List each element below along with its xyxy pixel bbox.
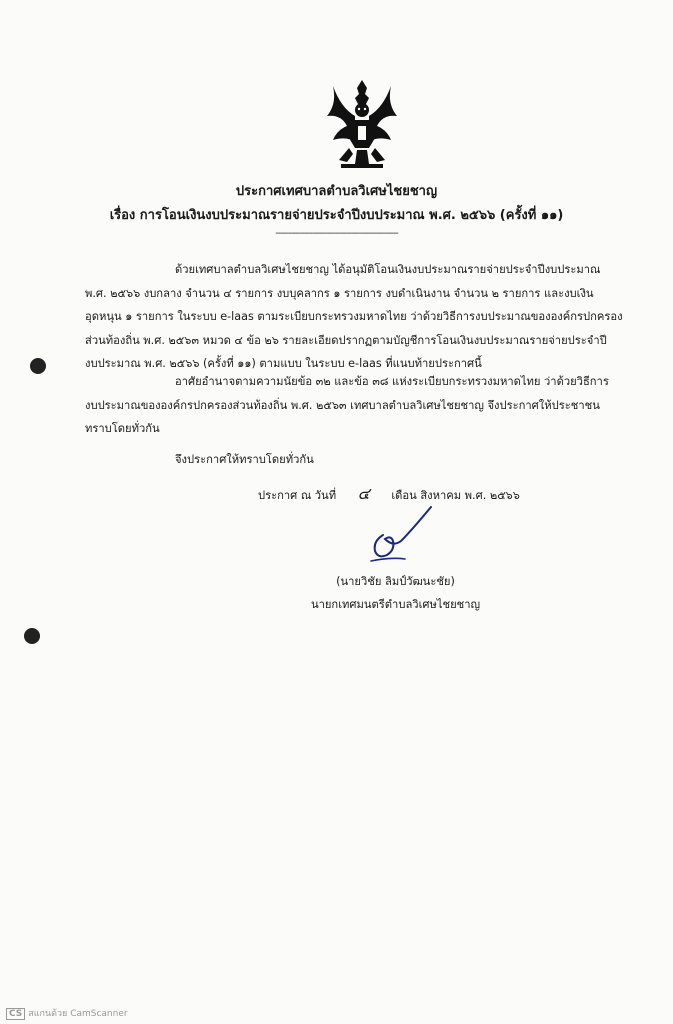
garuda-emblem bbox=[319, 76, 405, 172]
body-paragraph-2 bbox=[85, 370, 640, 441]
announcement-title: ประกาศเทศบาลตำบลวิเศษไชยชาญ bbox=[235, 184, 438, 199]
paragraph-line: ส่วนท้องถิ่น พ.ศ. ๒๕๖๓ หมวด ๔ ข้อ ๒๖ รายละเอียดปรากฏตามบัญชีการโอนเงินงบประมาณรายจ่ายประจำปี bbox=[85, 333, 607, 347]
title-separator: ----------------------------------------------- bbox=[275, 228, 398, 239]
date-day-handwritten: ๔ bbox=[357, 484, 370, 503]
paragraph-line: งบประมาณขององค์กรปกครองส่วนท้องถิ่น พ.ศ. ๒๕๖๓ เทศบาลตำบลวิเศษไชยชาญ จึงประกาศให้ประชาชน bbox=[85, 398, 600, 412]
signatory-position: นายกเทศมนตรีตำบลวิเศษไชยชาญ bbox=[310, 598, 481, 611]
paragraph-line: อาศัยอำนาจตามความนัยข้อ ๓๒ และข้อ ๓๘ แห่งระเบียบกระทรวงมหาดไทย ว่าด้วยวิธีการ bbox=[175, 375, 609, 388]
announcement-subject: เรื่อง การโอนเงินงบประมาณรายจ่ายประจำปีงบประมาณ พ.ศ. ๒๕๖๖ (ครั้งที่ ๑๑) bbox=[109, 208, 564, 223]
date-prefix: ประกาศ ณ วันที่ bbox=[258, 489, 337, 502]
signatory-name: (นายวิชัย ลิมป์วัฒนะชัย) bbox=[336, 575, 455, 588]
closing-statement: จึงประกาศให้ทราบโดยทั่วกัน bbox=[175, 453, 314, 466]
camscanner-badge: CS bbox=[6, 1008, 25, 1020]
announcement-date bbox=[258, 482, 520, 507]
paragraph-line: พ.ศ. ๒๕๖๖ งบกลาง จำนวน ๔ รายการ งบบุคลากร ๑ รายการ งบดำเนินงาน จำนวน ๒ รายการ และงบเงิน bbox=[85, 286, 594, 300]
handwritten-signature bbox=[365, 505, 440, 570]
watermark-text: สแกนด้วย CamScanner bbox=[28, 1009, 128, 1019]
body-paragraph-1 bbox=[85, 258, 640, 376]
scanner-watermark bbox=[6, 1006, 128, 1020]
paragraph-line: ด้วยเทศบาลตำบลวิเศษไชยชาญ ได้อนุมัติโอนเงินงบประมาณรายจ่ายประจำปีงบประมาณ bbox=[175, 263, 601, 276]
paragraph-line: งบประมาณ พ.ศ. ๒๕๖๖ (ครั้งที่ ๑๑) ตามแบบ ในระบบ e-laas ที่แนบท้ายประกาศนี้ bbox=[85, 357, 482, 370]
paragraph-line: อุดหนุน ๑ รายการ ในระบบ e-laas ตามระเบียบกระทรวงมหาดไทย ว่าด้วยวิธีการงบประมาณขององค์กรปกครอง bbox=[85, 310, 623, 323]
date-suffix: เดือน สิงหาคม พ.ศ. ๒๕๖๖ bbox=[391, 489, 520, 502]
punch-hole bbox=[24, 628, 40, 644]
punch-hole bbox=[30, 358, 46, 374]
paragraph-line: ทราบโดยทั่วกัน bbox=[85, 422, 160, 435]
